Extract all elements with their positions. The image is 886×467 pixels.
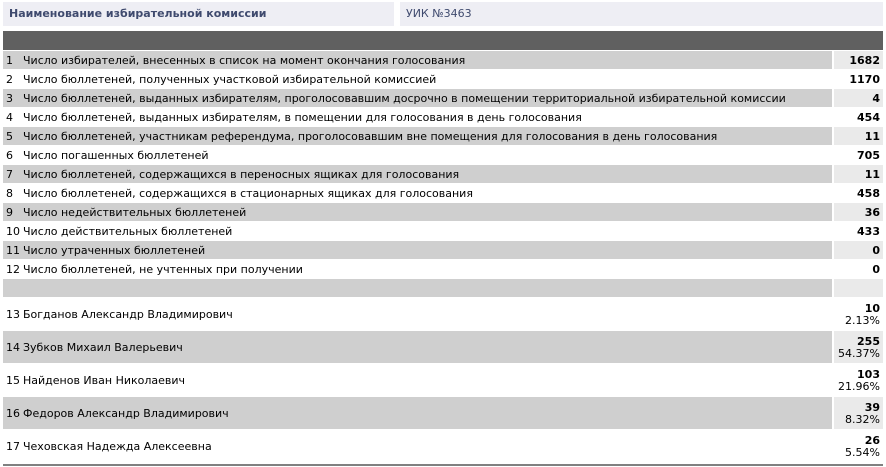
section-separator-row bbox=[3, 279, 883, 298]
table-row bbox=[3, 203, 883, 222]
row-number: 17 bbox=[3, 430, 21, 463]
row-number: 16 bbox=[3, 397, 21, 430]
row-value: 433 bbox=[832, 222, 883, 241]
row-number: 9 bbox=[3, 203, 21, 222]
candidate-votes: 39 bbox=[864, 400, 880, 414]
table-header-bar bbox=[3, 31, 883, 50]
candidate-name: Богданов Александр Владимирович bbox=[21, 298, 832, 331]
row-label: Число бюллетеней, выданных избирателям, проголосовавшим досрочно в помещении территориальной избирательной комиссии bbox=[21, 89, 832, 108]
commission-header bbox=[0, 0, 886, 28]
row-value: 11 bbox=[832, 127, 883, 146]
candidate-votes: 10 bbox=[864, 301, 880, 315]
row-number: 3 bbox=[3, 89, 21, 108]
candidate-percent: 8.32% bbox=[845, 412, 880, 426]
row-label: Число бюллетеней, содержащихся в переносных ящиках для голосования bbox=[21, 165, 832, 184]
candidate-row bbox=[3, 430, 883, 463]
row-value: 454 bbox=[832, 108, 883, 127]
candidate-result bbox=[832, 331, 883, 364]
candidate-percent: 2.13% bbox=[845, 313, 880, 327]
row-number: 8 bbox=[3, 184, 21, 203]
row-value: 0 bbox=[832, 260, 883, 279]
table-row bbox=[3, 146, 883, 165]
candidate-result bbox=[832, 397, 883, 430]
row-label: Число бюллетеней, не учтенных при получении bbox=[21, 260, 832, 279]
table-row bbox=[3, 70, 883, 89]
row-number: 6 bbox=[3, 146, 21, 165]
table-row bbox=[3, 222, 883, 241]
row-value: 705 bbox=[832, 146, 883, 165]
table-row bbox=[3, 108, 883, 127]
candidate-result bbox=[832, 298, 883, 331]
row-label: Число утраченных бюллетеней bbox=[21, 241, 832, 260]
candidate-row bbox=[3, 397, 883, 430]
commission-name-label: Наименование избирательной комиссии bbox=[3, 2, 394, 26]
row-value: 4 bbox=[832, 89, 883, 108]
candidate-name: Федоров Александр Владимирович bbox=[21, 397, 832, 430]
row-number: 14 bbox=[3, 331, 21, 364]
candidate-result bbox=[832, 430, 883, 463]
row-value: 0 bbox=[832, 241, 883, 260]
row-label: Число бюллетеней, полученных участковой избирательной комиссией bbox=[21, 70, 832, 89]
candidate-row bbox=[3, 298, 883, 331]
row-label: Число действительных бюллетеней bbox=[21, 222, 832, 241]
row-number: 12 bbox=[3, 260, 21, 279]
table-row bbox=[3, 241, 883, 260]
candidate-votes: 26 bbox=[864, 433, 880, 447]
row-label: Число погашенных бюллетеней bbox=[21, 146, 832, 165]
candidate-percent: 21.96% bbox=[838, 379, 880, 393]
row-label: Число бюллетеней, участникам референдума, проголосовавшим вне помещения для голосования в день голосования bbox=[21, 127, 832, 146]
row-number: 1 bbox=[3, 51, 21, 70]
candidate-name: Зубков Михаил Валерьевич bbox=[21, 331, 832, 364]
row-value: 11 bbox=[832, 165, 883, 184]
row-number: 13 bbox=[3, 298, 21, 331]
row-number: 2 bbox=[3, 70, 21, 89]
candidate-row bbox=[3, 331, 883, 364]
row-number: 4 bbox=[3, 108, 21, 127]
candidate-percent: 5.54% bbox=[845, 445, 880, 459]
candidate-row bbox=[3, 364, 883, 397]
results-table bbox=[3, 51, 883, 463]
table-row bbox=[3, 51, 883, 70]
candidate-name: Найденов Иван Николаевич bbox=[21, 364, 832, 397]
table-row bbox=[3, 127, 883, 146]
row-number: 15 bbox=[3, 364, 21, 397]
row-label: Число бюллетеней, выданных избирателям, в помещении для голосования в день голосования bbox=[21, 108, 832, 127]
row-number: 5 bbox=[3, 127, 21, 146]
row-value: 36 bbox=[832, 203, 883, 222]
candidate-name: Чеховская Надежда Алексеевна bbox=[21, 430, 832, 463]
row-number: 7 bbox=[3, 165, 21, 184]
table-row bbox=[3, 184, 883, 203]
row-value: 1170 bbox=[832, 70, 883, 89]
row-number: 10 bbox=[3, 222, 21, 241]
candidate-percent: 54.37% bbox=[838, 346, 880, 360]
row-label: Число бюллетеней, содержащихся в стационарных ящиках для голосования bbox=[21, 184, 832, 203]
candidate-votes: 103 bbox=[857, 367, 880, 381]
table-row bbox=[3, 260, 883, 279]
row-value: 1682 bbox=[832, 51, 883, 70]
row-number: 11 bbox=[3, 241, 21, 260]
table-bottom-border bbox=[3, 464, 883, 466]
row-label: Число недействительных бюллетеней bbox=[21, 203, 832, 222]
candidate-votes: 255 bbox=[857, 334, 880, 348]
candidate-result bbox=[832, 364, 883, 397]
table-row bbox=[3, 165, 883, 184]
table-row bbox=[3, 89, 883, 108]
commission-name-value: УИК №3463 bbox=[400, 2, 883, 26]
row-label: Число избирателей, внесенных в список на момент окончания голосования bbox=[21, 51, 832, 70]
row-value: 458 bbox=[832, 184, 883, 203]
